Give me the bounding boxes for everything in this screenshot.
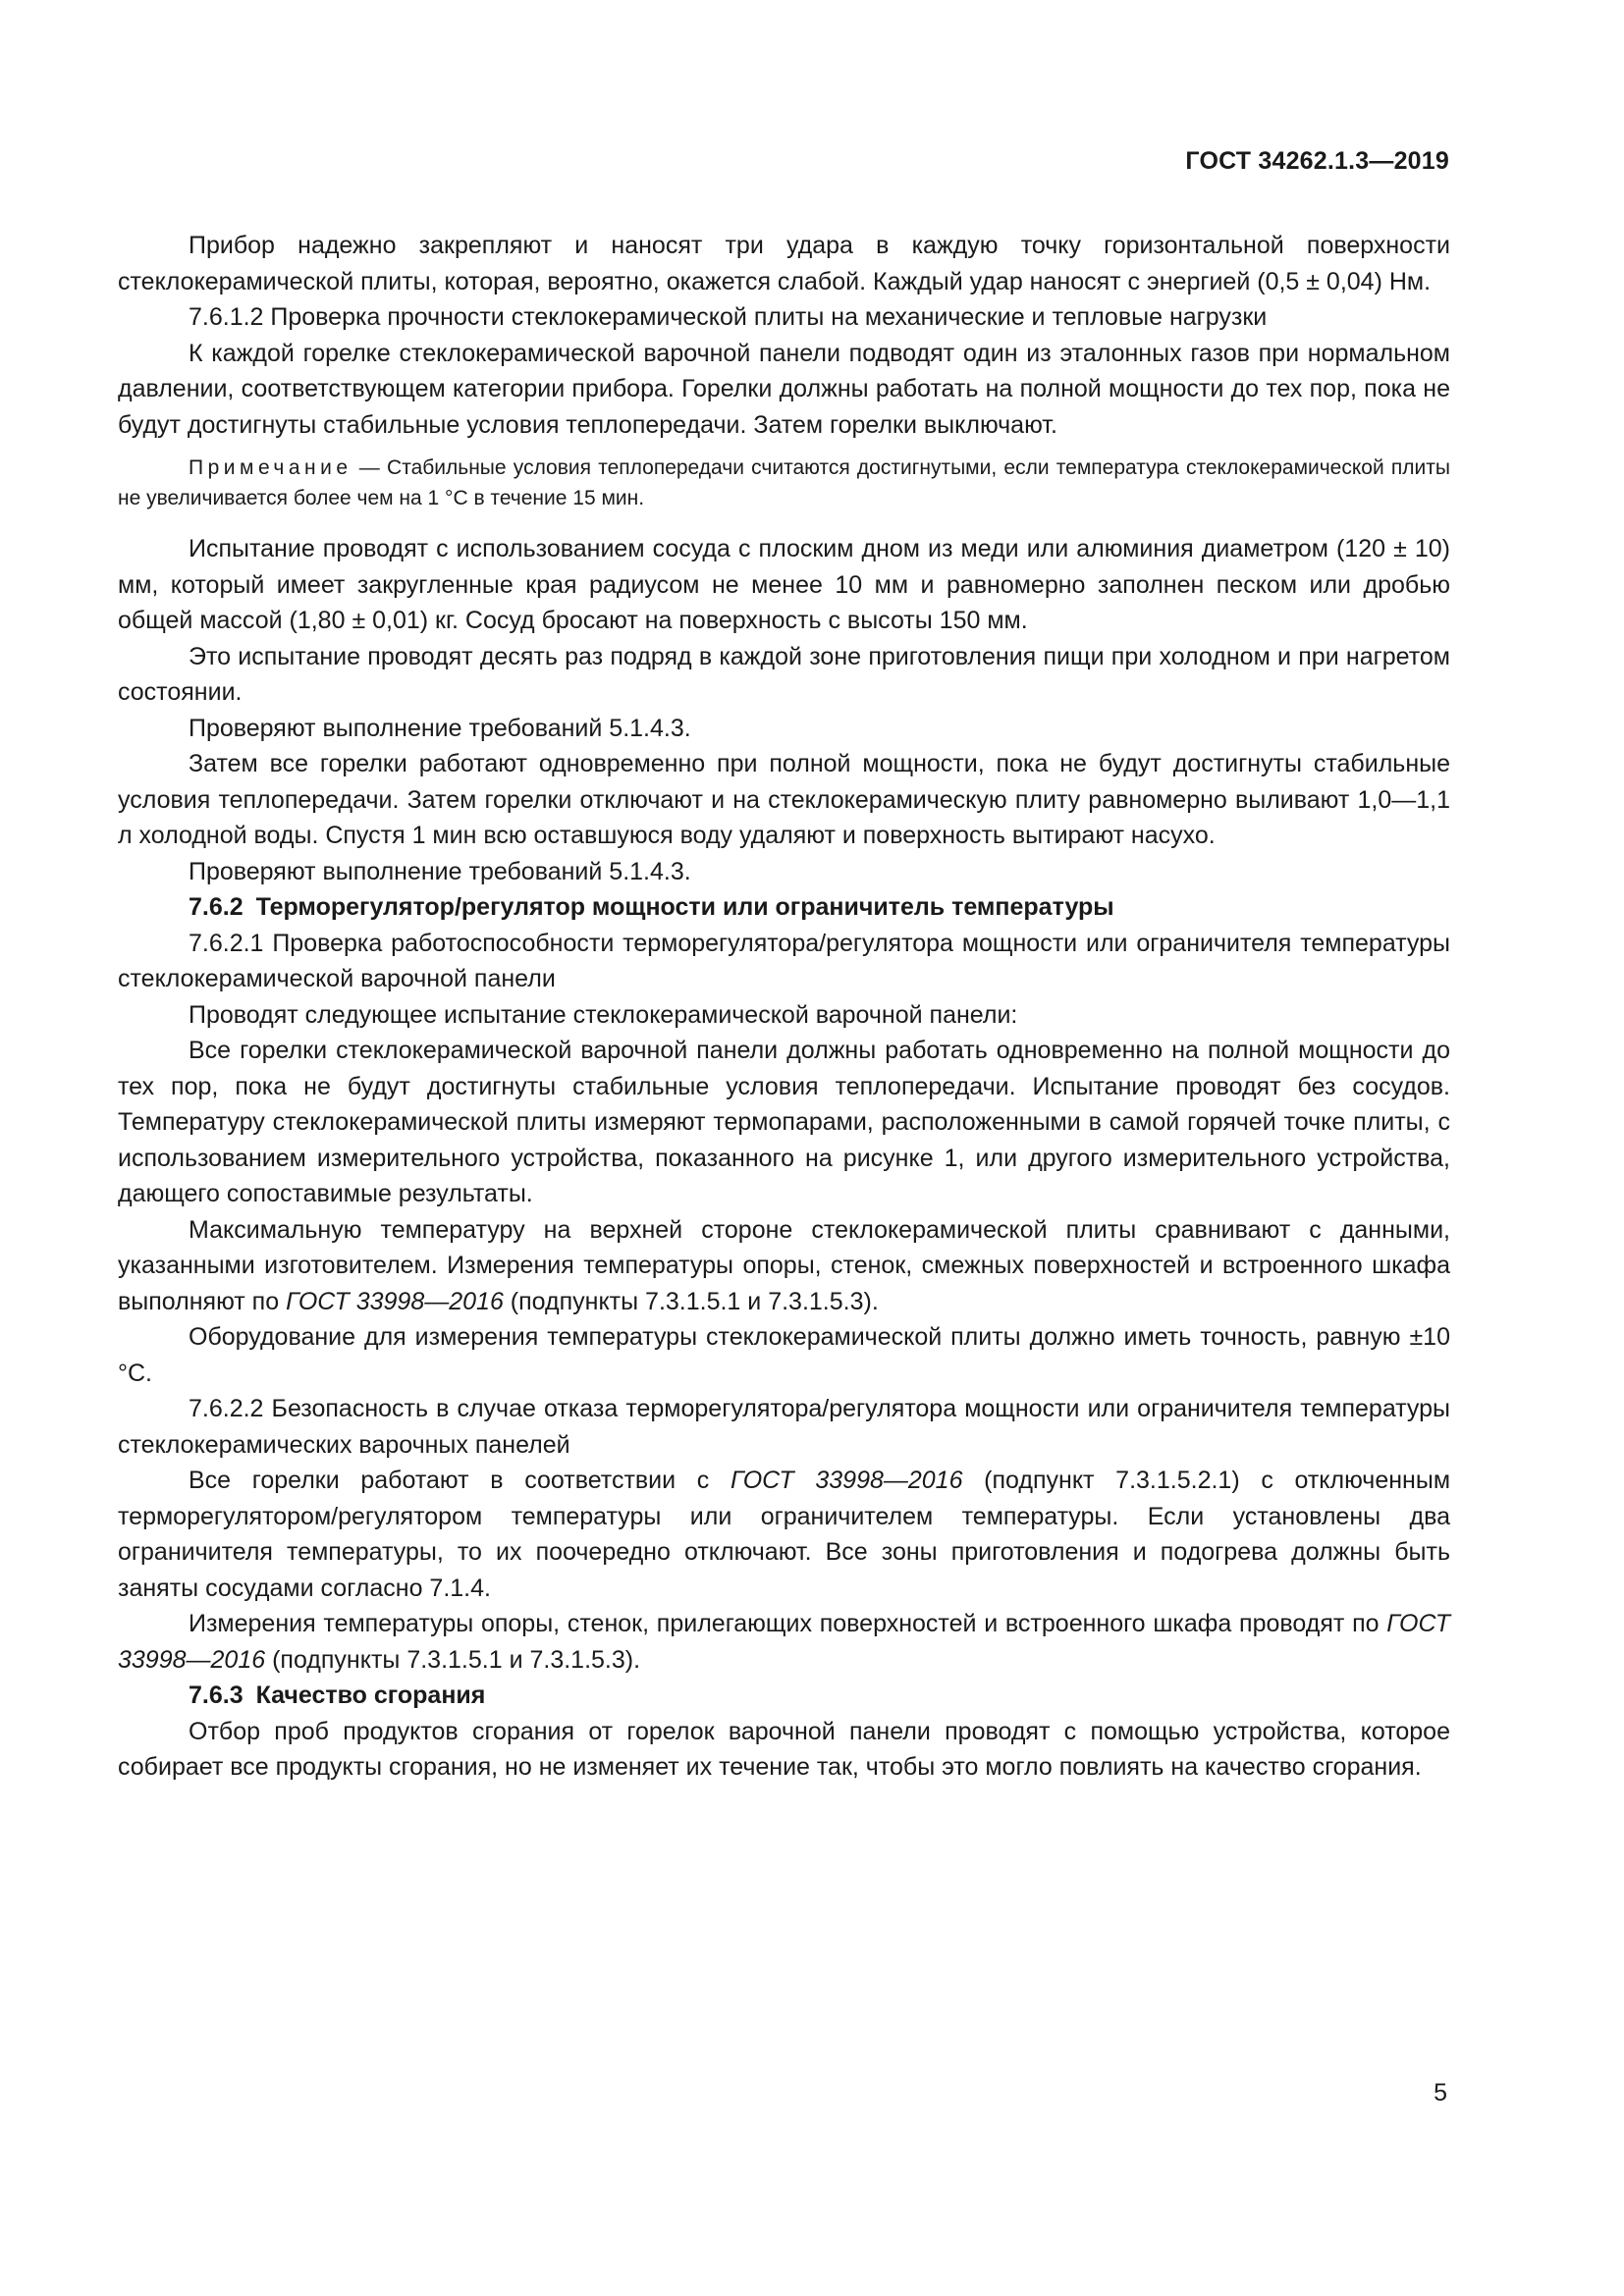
paragraph: Затем все горелки работают одновременно при полной мощности, пока не будут достигнуты стабильные условия теплопередачи. Затем горелки отключают и на стеклокерамическую плиту равномерно выливают 1,0—1,1 л холодной воды. Спустя 1 мин всю оставшуюся воду удаляют и поверхность вытирают насухо. [118,750,1450,849]
paragraph [118,1212,1450,1320]
subclause-7-6-2-2: 7.6.2.2 Безопасность в случае отказа терморегулятора/регулятора мощности или ограничителя температуры стеклокерамических варочных панелей [118,1395,1450,1459]
section-title: Терморегулятор/регулятор мощности или ограничитель температуры [255,893,1114,921]
standard-code-header: ГОСТ 34262.1.3—2019 [1185,147,1449,175]
section-title: Качество сгорания [255,1682,486,1709]
paragraph: Оборудование для измерения температуры стеклокерамической плиты должно иметь точность, равную ±10 °С. [118,1323,1450,1387]
standard-reference: ГОСТ 33998—2016 [118,1610,1450,1674]
section-number: 7.6.3 [189,1682,244,1709]
page-number: 5 [1434,2079,1447,2107]
paragraph: Отбор проб продуктов сгорания от горелок варочной панели проводят с помощью устройства, которое собирает все продукты сгорания, но не изменяет их течение так, чтобы это могло повлиять на качество сгорания. [118,1717,1450,1781]
subclause-7-6-2-1: 7.6.2.1 Проверка работоспособности терморегулятора/регулятора мощности или ограничителя температуры стеклокерамической варочной панели [118,929,1450,992]
paragraph [118,1606,1450,1678]
paragraph: Проверяют выполнение требований 5.1.4.3. [189,857,691,885]
section-heading-7-6-2 [118,889,1450,926]
document-body [118,228,1450,1786]
text-run: (подпункты 7.3.1.5.1 и 7.3.1.5.3). [503,1287,879,1315]
text-run: Измерения температуры опоры, стенок, прилегающих поверхностей и встроенного шкафа проводят по [189,1610,1387,1637]
standard-reference: ГОСТ 33998—2016 [286,1287,504,1315]
standard-reference: ГОСТ 33998—2016 [730,1467,963,1494]
paragraph: Это испытание проводят десять раз подряд в каждой зоне приготовления пищи при холодном и при нагретом состоянии. [118,642,1450,706]
paragraph: Прибор надежно закрепляют и наносят три удара в каждую точку горизонтальной поверхности стеклокерамической плиты, которая, вероятно, окажется слабой. Каждый удар наносят с энергией (0,5 ± 0,04) Нм. [118,232,1450,295]
paragraph: К каждой горелке стеклокерамической варочной панели подводят один из эталонных газов при нормальном давлении, соответствующем категории прибора. Горелки должны работать на полной мощности до тех пор, пока не будут достигнуты стабильные условия теплопередачи. Затем горелки выключают. [118,339,1450,439]
text-run: Максимальную температуру на верхней стороне стеклокерамической плиты сравнивают с данными, указанными изготовителем. Измерения температуры опоры, стенок, смежных поверхностей и встроенного шкафа выполняют по [118,1215,1450,1315]
text-run: (подпункты 7.3.1.5.1 и 7.3.1.5.3). [265,1645,641,1674]
text-run: Все горелки работают в соответствии с [189,1467,731,1494]
paragraph: Испытание проводят с использованием сосуда с плоским дном из меди или алюминия диаметром (120 ± 10) мм, который имеет закругленные края радиусом не менее 10 мм и равномерно заполнен песком или дробью общей массой (1,80 ± 0,01) кг. Сосуд бросают на поверхность с высоты 150 мм. [118,535,1450,634]
text-run: (подпункт 7.3.1.5.2.1) с отключенным терморегулятором/регулятором температуры или ограничителем температуры. Если установлены два ограничителя температуры, то их поочередно отключают. Все зоны приготовления и подогрева должны быть заняты сосудами согласно 7.1.4. [118,1467,1451,1602]
note-text: — Стабильные условия теплопередачи считаются достигнутыми, если температура стеклокерамической плиты не увеличивается более чем на 1 °С в течение 15 мин. [118,456,1450,509]
paragraph: Проводят следующее испытание стеклокерамической варочной панели: [189,1000,1018,1029]
section-heading-7-6-3 [118,1678,1450,1714]
paragraph: Проверяют выполнение требований 5.1.4.3. [189,714,691,742]
section-number: 7.6.2 [189,893,244,921]
note-label: Примечание [189,456,352,479]
paragraph [118,1463,1450,1606]
note [118,453,1450,513]
subclause-7-6-1-2: 7.6.1.2 Проверка прочности стеклокерамической плиты на механические и тепловые нагрузки [189,303,1268,331]
paragraph: Все горелки стеклокерамической варочной панели должны работать одновременно на полной мощности до тех пор, пока не будут достигнуты стабильные условия теплопередачи. Испытание проводят без сосудов. Температуру стеклокерамической плиты измеряют термопарами, расположенными в самой горячей точке плиты, с использованием измерительного устройства, показанного на рисунке 1, или другого измерительного устройства, дающего сопоставимые результаты. [118,1037,1450,1207]
